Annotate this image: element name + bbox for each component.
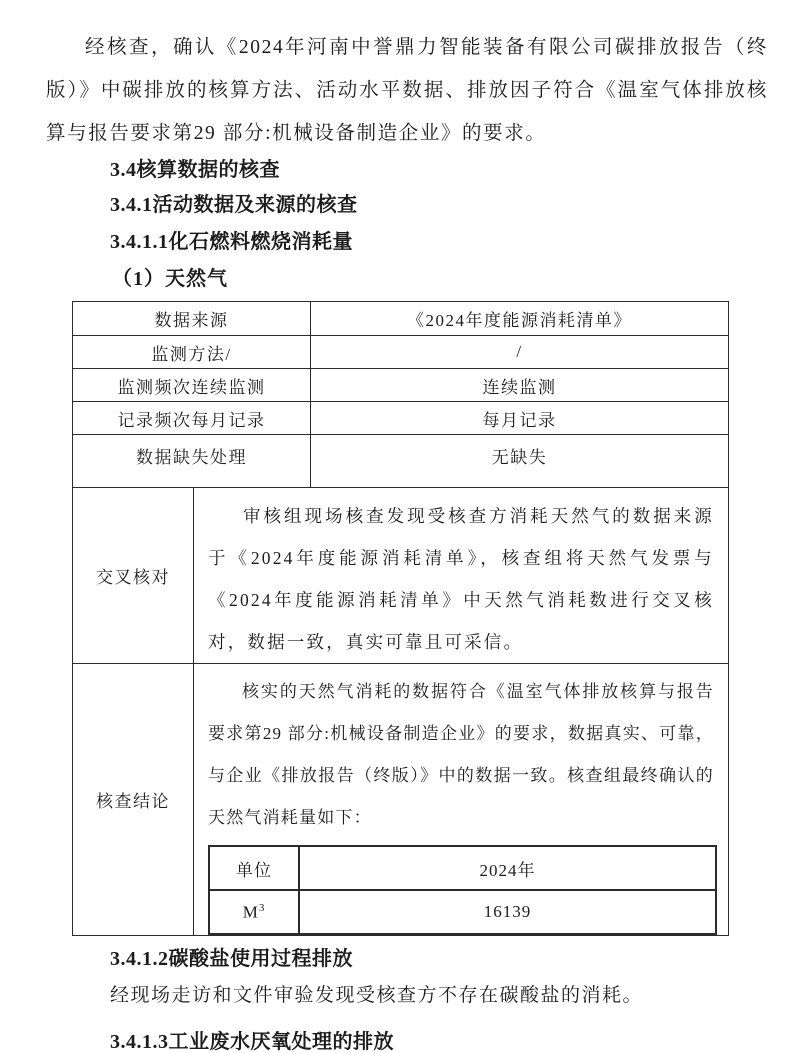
table-row [73,369,729,402]
heading-3-4-1-1: 3.4.1.1化石燃料燃烧消耗量 [110,231,353,253]
table-row [73,336,729,369]
consumption-header-row [209,846,716,890]
gas-consumption-table [208,845,717,935]
consumption-value-row [209,890,716,934]
year-header-cell: 2024年 [299,846,716,890]
cross-check-label: 交叉核对 [73,488,194,664]
table-row [73,402,729,435]
heading-3-4-1-3: 3.4.1.3工业废水厌氧处理的排放 [110,1031,394,1053]
row-value-data-source: 《2024年度能源消耗清单》 [311,302,729,336]
unit-header-cell: 单位 [209,846,299,890]
unit-value-cell [209,890,299,934]
intro-paragraph: 经核查，确认《2024年河南中誉鼎力智能装备有限公司碳排放报告（终版）》中碳排放的核算方法、活动水平数据、排放因子符合《温室气体排放核算与报告要求第29 部分:机械设备制造企业》的要求。 [46,37,768,144]
row-label-monitor-method: 监测方法/ [73,336,311,369]
table-row [73,302,729,336]
conclusion-label: 核查结论 [73,664,194,936]
table-row-conclusion [73,664,729,936]
row-label-monitor-frequency: 监测频次连续监测 [73,369,311,402]
row-value-missing-data: 无缺失 [311,435,729,488]
table-row-cross-check [73,488,729,664]
heading-3-4-1-2: 3.4.1.2碳酸盐使用过程排放 [110,948,353,970]
consumption-amount-cell: 16139 [299,890,716,934]
row-label-record-frequency: 记录频次每月记录 [73,402,311,435]
heading-3-4-1: 3.4.1活动数据及来源的核查 [110,194,358,216]
row-value-record-frequency: 每月记录 [311,402,729,435]
row-label-missing-data: 数据缺失处理 [73,435,311,488]
conclusion-cell [194,664,729,936]
heading-3-4: 3.4核算数据的核查 [110,159,280,181]
row-value-monitor-method: / [311,336,729,369]
unit-exponent: 3 [258,901,266,914]
table-row [73,435,729,488]
natural-gas-verification-table [72,301,729,936]
row-label-data-source: 数据来源 [73,302,311,336]
cross-check-paragraph: 审核组现场核查发现受核查方消耗天然气的数据来源于《2024年度能源消耗清单》，核查组将天然气发票与《2024年度能源消耗清单》中天然气消耗数进行交叉核对，数据一致，真实可靠且可采信。 [208,506,714,652]
cross-check-cell [194,488,729,664]
unit-base: M [242,902,259,922]
conclusion-paragraph: 核实的天然气消耗的数据符合《温室气体排放核算与报告要求第29 部分:机械设备制造企业》的要求，数据真实、可靠，与企业《排放报告（终版）》中的数据一致。核查组最终确认的天然气消耗量如下： [208,682,714,827]
subheading-natural-gas: （1）天然气 [112,268,228,290]
row-value-monitor-frequency: 连续监测 [311,369,729,402]
carbonate-paragraph: 经现场走访和文件审验发现受核查方不存在碳酸盐的消耗。 [110,985,644,1006]
